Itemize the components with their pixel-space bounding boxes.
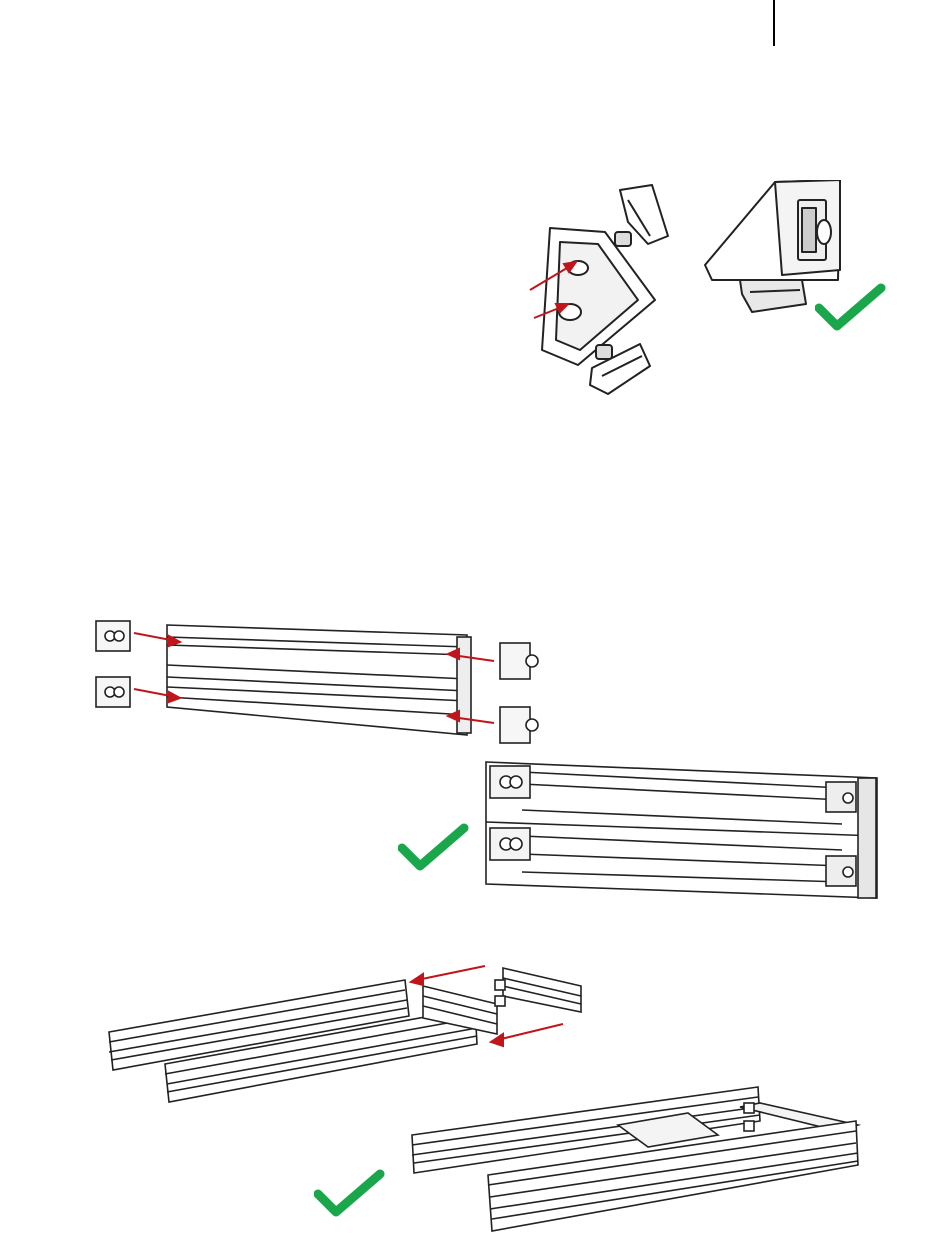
check-icon: [314, 1168, 386, 1220]
check-icon: [398, 822, 470, 874]
check-icon: [815, 282, 887, 334]
profile-bracket-insertion-figure: [92, 615, 552, 745]
frame-assembled-figure: [408, 1085, 863, 1233]
profile-bracket-assembled-figure: [482, 758, 882, 906]
